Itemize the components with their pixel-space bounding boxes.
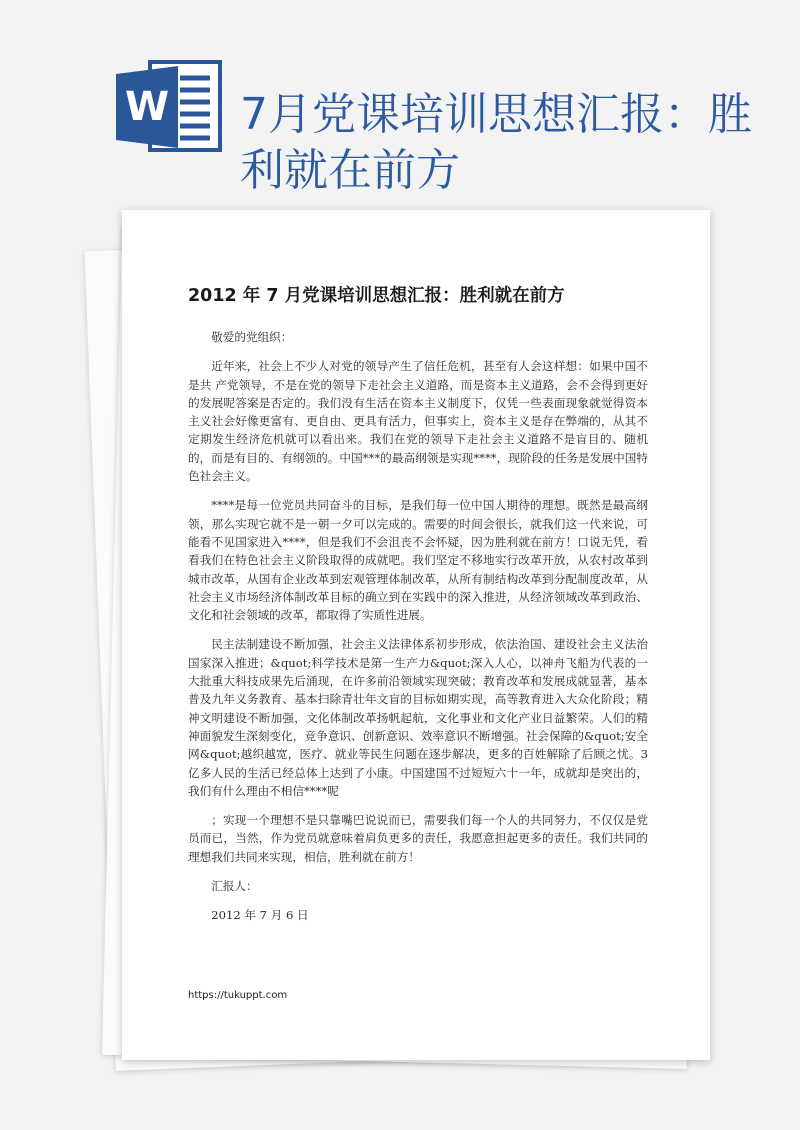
word-icon-letter: W [124, 84, 170, 130]
paragraph: 民主法制建设不断加强，社会主义法律体系初步形成，依法治国、建设社会主义法治国家深入推进；&quot;科学技术是第一生产力&quot;深入人心，以神舟飞船为代表的一大批重大科技成果先后涌现，在许多前沿领域实现突破；教育改革和发展成就显著，基本普及九年义务教育、基本扫除青壮年文盲的目标如期实现，高等教育进入大众化阶段；精神文明建设不断加强，文化体制改革扬帆起航，文化事业和文化产业日益繁荣。人们的精神面貌发生深刻变化，竞争意识、创新意识、效率意识不断增强。社会保障的&quot;安全网&quot;越织越宽，医疗、就业等民生问题在逐步解决，更多的百姓解除了后顾之忧。3 亿多人民的生活已经总体上达到了小康。中国建国不过短短六十一年，成就却是突出的，我们有什么理由不相信****呢 [188, 637, 648, 798]
banner-title: 7月党课培训思想汇报：胜利就在前方 [240, 89, 752, 197]
reporter-label: 汇报人： [211, 879, 258, 894]
report-date: 2012 年 7 月 6 日 [211, 908, 309, 923]
document-body [188, 328, 648, 932]
paragraph: 近年来，社会上不少人对党的领导产生了信任危机，甚至有人会这样想：如果中国不是共 产党领导，不是在党的领导下走社会主义道路，而是资本主义道路，会不会得到更好的发展呢答案是否定的。我们没有生活在资本主义制度下，仅凭一些表面现象就觉得资本主义社会好像更富有、更自由、更具有活力，但事实上，资本主义是存在弊端的，从其不定期发生经济危机就可以看出来。我们在党的领导下走社会主义道路不是盲目的、随机的，而是有目的、有纲领的。中国***的最高纲领是实现****，现阶段的任务是发展中国特色社会主义。 [188, 359, 648, 484]
paragraph: ****是每一位党员共同奋斗的目标，是我们每一位中国人期待的理想。既然是最高纲领，那么实现它就不是一朝一夕可以完成的。需要的时间会很长，就我们这一代来说，可能看不见国家进入****，但是我们不会沮丧不会怀疑，因为胜利就在前方！口说无凭，看看我们在特色社会主义阶段取得的成就吧。我们坚定不移地实行改革开放，从农村改革到城市改革，从国有企业改革到宏观管理体制改革，从所有制结构改革到分配制度改革，从社会主义市场经济体制改革目标的确立到在实践中的深入推进，从经济领域改革到政治、文化和社会领域的改革，都取得了实质性进展。 [188, 498, 648, 623]
document-page [122, 210, 710, 1060]
paragraph: ；实现一个理想不是只靠嘴巴说说而已，需要我们每一个人的共同努力，不仅仅是党员而已，当然，作为党员就意味着肩负更多的责任，我愿意担起更多的责任。我们共同的理想我们共同来实现，相信，胜利就在前方！ [188, 813, 648, 864]
salutation: 敬爱的党组织： [211, 330, 293, 344]
document-title: 2012 年 7 月党课培训思想汇报：胜利就在前方 [188, 286, 565, 306]
word-document-icon [112, 56, 232, 156]
source-url[interactable]: https://tukuppt.com [188, 990, 288, 1001]
